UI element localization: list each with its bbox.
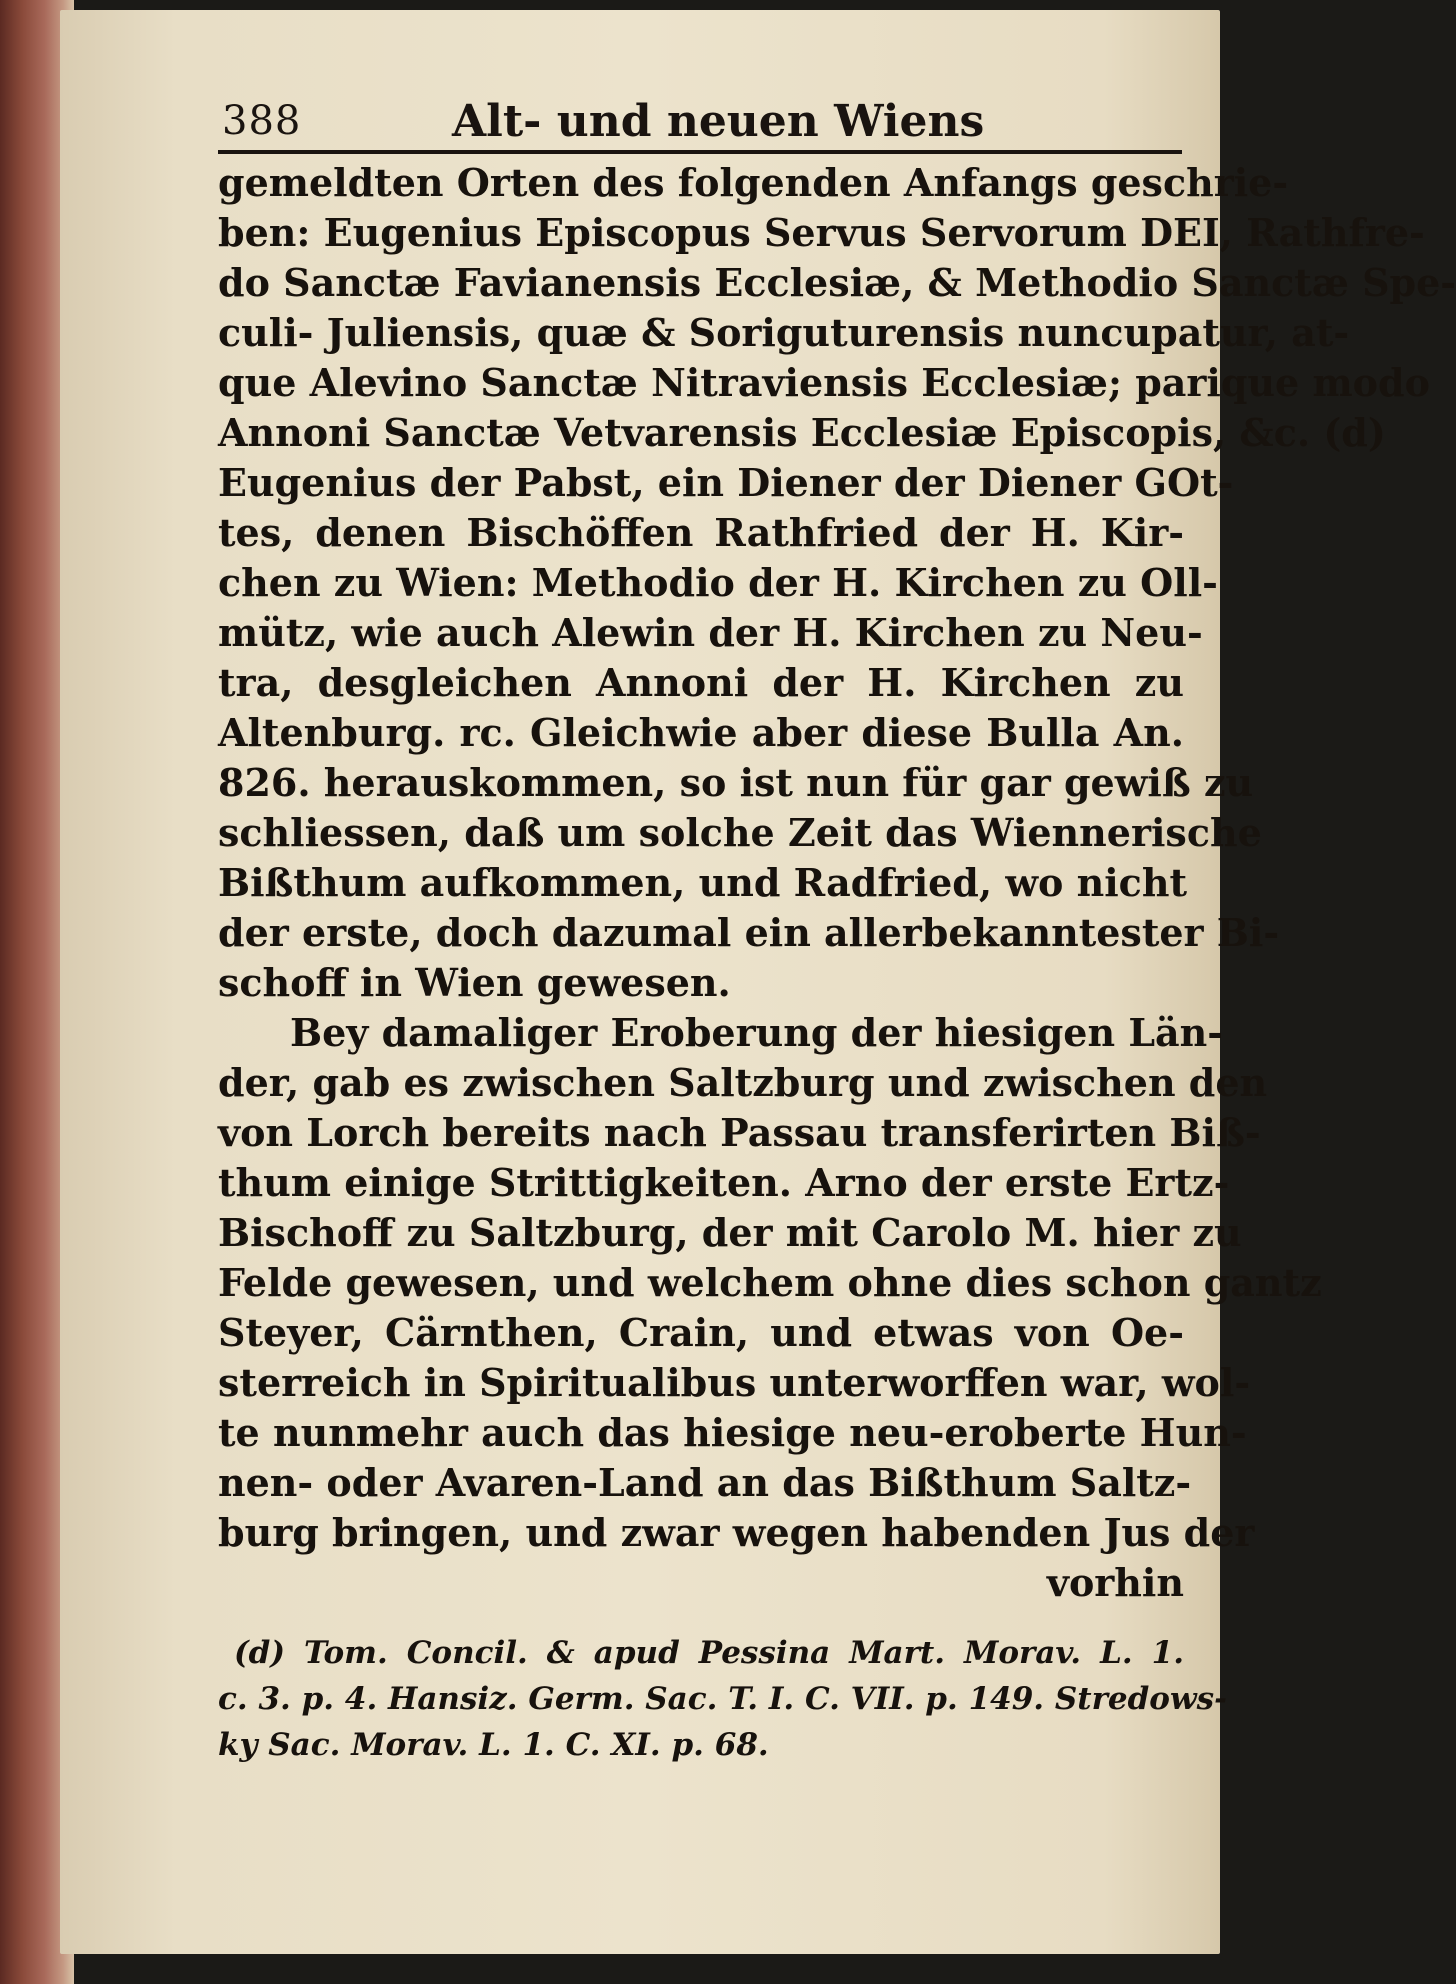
text-line: culi- Juliensis, quæ & Soriguturensis nuncupatur, at-	[218, 310, 1350, 355]
text-line: tes, denen Bischöffen Rathfried der H. Kir-	[218, 510, 1184, 555]
text-line: Steyer, Cärnthen, Crain, und etwas von Oe-	[218, 1310, 1184, 1355]
text-line: Eugenius der Pabst, ein Diener der Diener GOt-	[218, 460, 1234, 505]
text-line: burg bringen, und zwar wegen habenden Jus der	[218, 1510, 1255, 1555]
text-line: schoff in Wien gewesen.	[218, 960, 731, 1005]
text-line: te nunmehr auch das hiesige neu-eroberte Hun-	[218, 1410, 1247, 1455]
text-line: Felde gewesen, und welchem ohne dies schon gantz	[218, 1260, 1322, 1305]
footnote-line: c. 3. p. 4. Hansiz. Germ. Sac. T. I. C. VII. p. 149. Stredows-	[218, 1681, 1227, 1717]
text-line: tra, desgleichen Annoni der H. Kirchen zu	[218, 660, 1184, 705]
text-line: thum einige Strittigkeiten. Arno der erste Ertz-	[218, 1160, 1230, 1205]
text-line: der erste, doch dazumal ein allerbekanntester Bi-	[218, 910, 1280, 955]
catchword: vorhin	[1046, 1560, 1184, 1605]
body-text	[218, 158, 1456, 1608]
text-line: Bißthum aufkommen, und Radfried, wo nicht	[218, 860, 1187, 905]
text-line: sterreich in Spiritualibus unterworffen war, wol-	[218, 1360, 1251, 1405]
text-line: von Lorch bereits nach Passau transferirten Biß-	[218, 1110, 1261, 1155]
text-line: mütz, wie auch Alewin der H. Kirchen zu Neu-	[218, 610, 1203, 655]
text-line: 826. herauskommen, so ist nun für gar gewiß zu	[218, 760, 1254, 805]
text-line: gemeldten Orten des folgenden Anfangs geschrie-	[218, 160, 1289, 205]
footnote-line: ky Sac. Morav. L. 1. C. XI. p. 68.	[218, 1727, 769, 1763]
text-line: nen- oder Avaren-Land an das Bißthum Saltz-	[218, 1460, 1192, 1505]
text-line: chen zu Wien: Methodio der H. Kirchen zu Oll-	[218, 560, 1218, 605]
header-rule	[218, 150, 1182, 154]
text-line: schliessen, daß um solche Zeit das Wiennerische	[218, 810, 1262, 855]
footnotes	[218, 1630, 1227, 1768]
text-line: do Sanctæ Favianensis Ecclesiæ, & Methodio Sanctæ Spe-	[218, 260, 1456, 305]
text-line: Bischoff zu Saltzburg, der mit Carolo M. hier zu	[218, 1210, 1242, 1255]
text-line: que Alevino Sanctæ Nitraviensis Ecclesiæ; parique modo	[218, 360, 1430, 405]
text-line: Bey damaliger Eroberung der hiesigen Län-	[290, 1010, 1224, 1055]
running-head: Alt- und neuen Wiens	[452, 96, 985, 147]
page-header	[222, 98, 1182, 148]
footnote-line: (d) Tom. Concil. & apud Pessina Mart. Morav. L. 1.	[234, 1635, 1184, 1671]
text-line: Annoni Sanctæ Vetvarensis Ecclesiæ Episcopis, &c. (d)	[218, 410, 1386, 455]
text-line: ben: Eugenius Episcopus Servus Servorum DEI, Rathfre-	[218, 210, 1425, 255]
text-line: der, gab es zwischen Saltzburg und zwischen den	[218, 1060, 1268, 1105]
page-number: 388	[222, 98, 302, 144]
text-line: Altenburg. rc. Gleichwie aber diese Bulla An.	[218, 710, 1184, 755]
